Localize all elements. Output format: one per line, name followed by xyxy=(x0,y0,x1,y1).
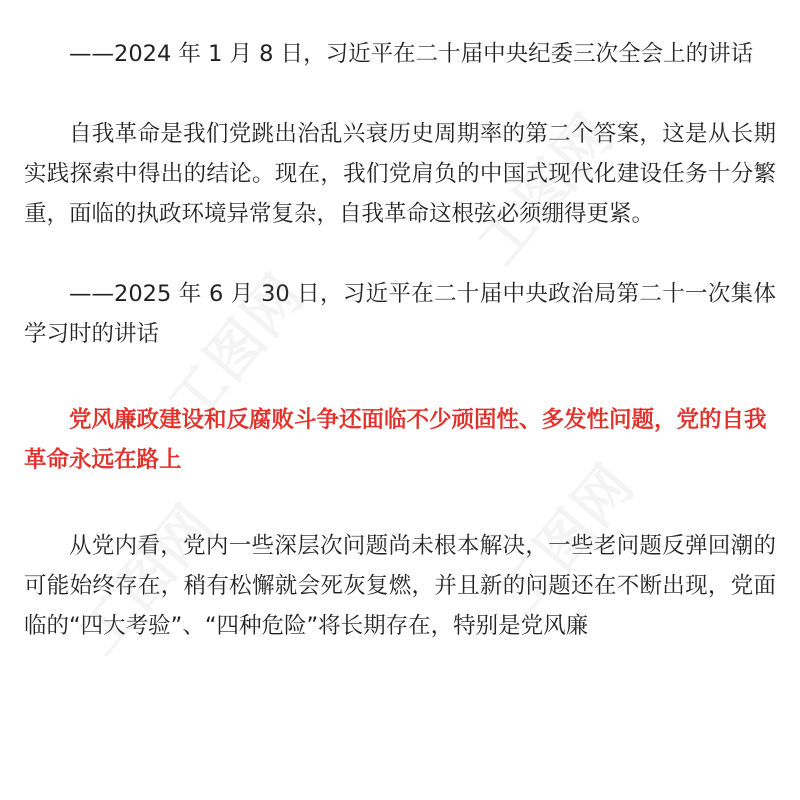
watermark: 工图网 xyxy=(485,452,648,628)
watermark: 工图网 xyxy=(155,262,318,438)
section-heading: 党风廉政建设和反腐败斗争还面临不少顽固性、多发性问题，党的自我革命永远在路上 xyxy=(24,407,767,473)
spacer xyxy=(24,480,776,526)
paragraph-self-revolution: 自我革命是我们党跳出治乱兴衰历史周期率的第二个答案，这是从长期实践探索中得出的结论。现在，我们党肩负的中国式现代化建设任务十分繁重，面临的执政环境异常复杂，自我革命这根弦必须绷得更紧。 xyxy=(24,121,776,227)
quote-source-2024: ——2024 年 1 月 8 日，习近平在二十届中央纪委三次全会上的讲话 xyxy=(69,41,754,67)
spacer xyxy=(24,354,776,400)
watermark: 工图网 xyxy=(465,102,628,278)
paragraph-party-internal: 从党内看，党内一些深层次问题尚未根本解决，一些老问题反弹回潮的可能始终存在，稍有松懈就会死灰复燃，并且新的问题还在不断出现，党面临的“四大考验”、“四种危险”将长期存在，特别是党风廉 xyxy=(24,533,776,639)
spacer xyxy=(24,234,776,274)
spacer xyxy=(24,74,776,114)
quote-source-2025: ——2025 年 6 月 30 日，习近平在二十届中央政治局第二十一次集体学习时的讲话 xyxy=(24,281,776,347)
watermark: 工图网 xyxy=(65,492,228,668)
